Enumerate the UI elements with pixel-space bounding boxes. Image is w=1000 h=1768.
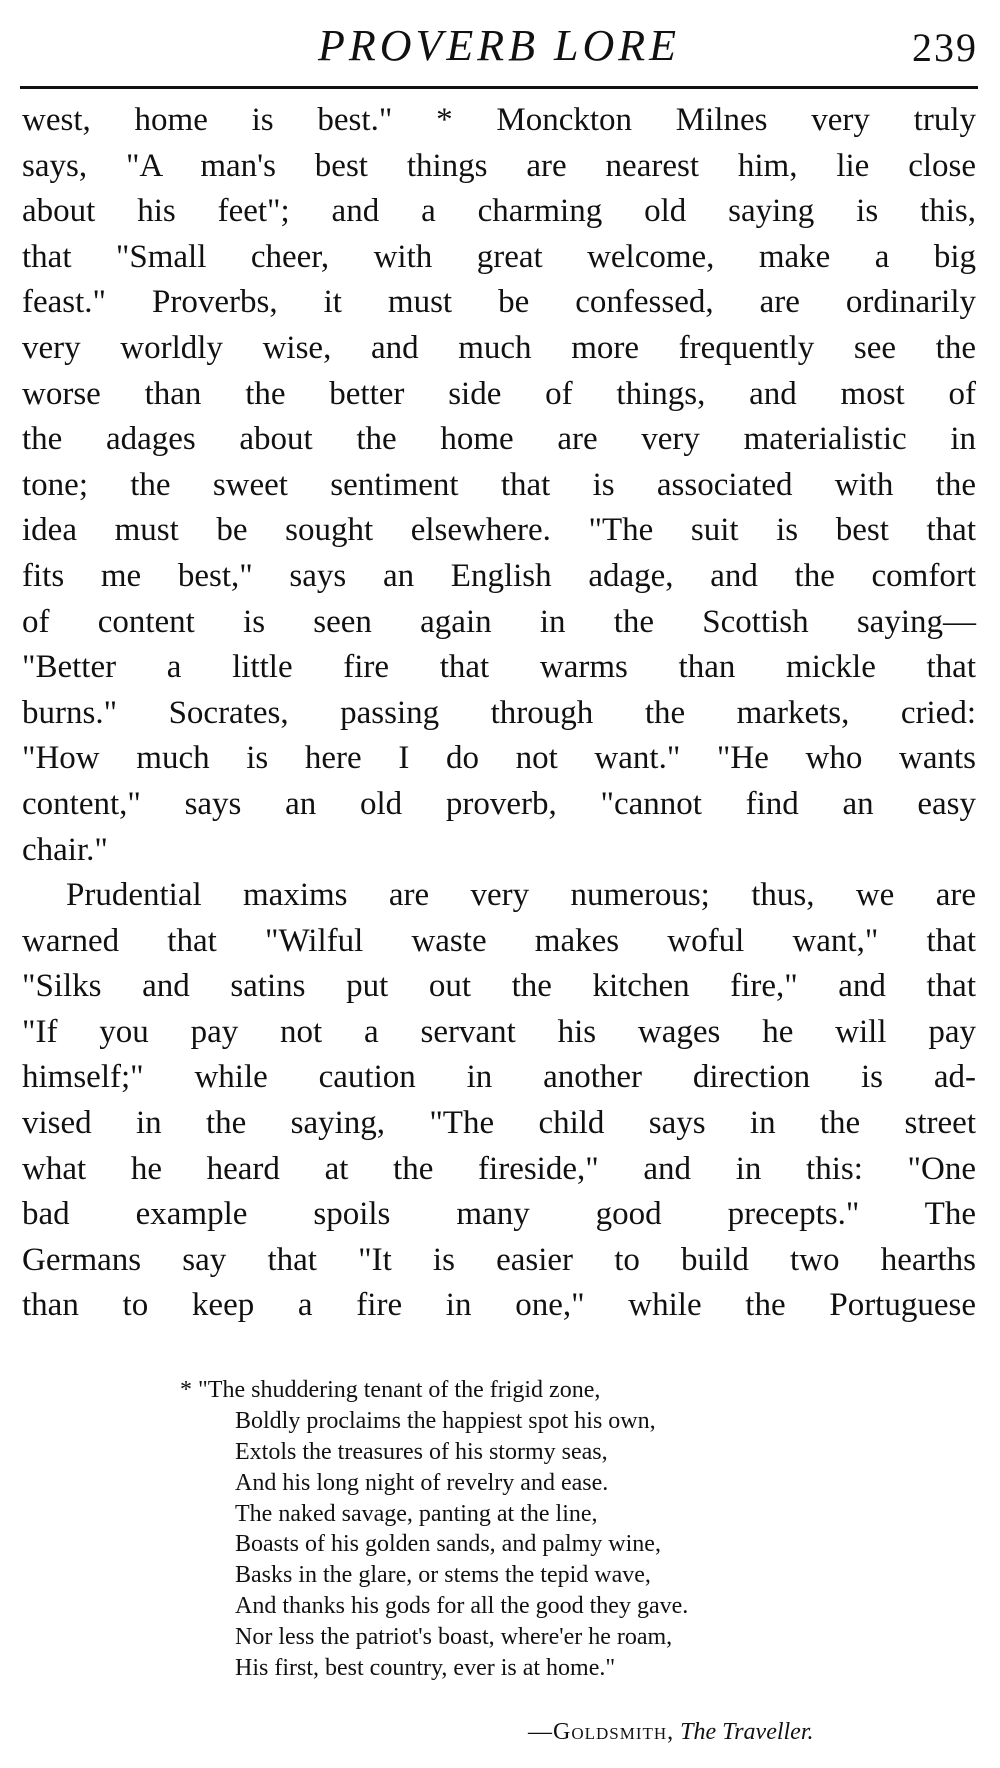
footnote-line: Basks in the glare, or stems the tepid wave,	[235, 1562, 651, 1589]
attribution-author: —Goldsmith,	[528, 1719, 675, 1745]
footnote-line: Boldly proclaims the happiest spot his own,	[235, 1407, 656, 1434]
text-line: content," says an old proverb, "cannot find an easy	[22, 785, 976, 822]
text-line: the adages about the home are very materialistic in	[22, 421, 976, 458]
running-header	[20, 14, 978, 90]
text-line: west, home is best." * Monckton Milnes very truly	[22, 102, 976, 138]
text-line: of content is seen again in the Scottish saying—	[22, 603, 976, 640]
text-line: tone; the sweet sentiment that is associated with the	[22, 466, 976, 503]
text-line: "How much is here I do not want." "He who wants	[22, 740, 976, 777]
text-line: "Better a little fire that warms than mickle that	[22, 649, 976, 686]
text-line: bad example spoils many good precepts." The	[22, 1196, 976, 1233]
text-line: chair."	[22, 831, 108, 868]
text-line: about his feet"; and a charming old saying is this,	[22, 193, 976, 230]
text-line: that "Small cheer, with great welcome, make a big	[22, 238, 976, 275]
text-line: "If you pay not a servant his wages he will pay	[22, 1013, 976, 1050]
text-line: feast." Proverbs, it must be confessed, are ordinarily	[22, 284, 976, 321]
text-line: himself;" while caution in another direction is ad-	[22, 1059, 976, 1096]
footnote-line: * "The shuddering tenant of the frigid zone,	[180, 1377, 601, 1403]
text-line: worse than the better side of things, and most of	[22, 375, 976, 412]
text-line: what he heard at the fireside," and in this: "One	[22, 1150, 976, 1187]
text-line: idea must be sought elsewhere. "The suit is best that	[22, 512, 976, 549]
text-line: fits me best," says an English adage, and the comfort	[22, 557, 976, 594]
text-line: warned that "Wilful waste makes woful want," that	[22, 922, 976, 959]
text-line: says, "A man's best things are nearest him, lie close	[22, 147, 976, 184]
page-number: 239	[912, 25, 978, 70]
body-text	[22, 98, 976, 1329]
footnote-line: Extols the treasures of his stormy seas,	[235, 1438, 608, 1465]
text-line: than to keep a fire in one," while the Portuguese	[22, 1287, 976, 1324]
footnote-attribution	[528, 1719, 814, 1746]
footnote-line: And thanks his gods for all the good they gave.	[235, 1593, 689, 1620]
footnote-line: His first, best country, ever is at home."	[235, 1655, 616, 1682]
text-line: "Silks and satins put out the kitchen fire," and that	[22, 968, 976, 1005]
running-title: PROVERB LORE	[317, 21, 681, 70]
text-line: very worldly wise, and much more frequently see the	[22, 329, 976, 366]
footnote-line: The naked savage, panting at the line,	[235, 1500, 598, 1527]
footnote	[180, 1375, 940, 1684]
text-line: Prudential maxims are very numerous; thus, we are	[66, 877, 976, 914]
text-line: Germans say that "It is easier to build two hearths	[22, 1241, 976, 1278]
text-line: burns." Socrates, passing through the markets, cried:	[22, 694, 976, 731]
text-line: vised in the saying, "The child says in the street	[22, 1105, 976, 1142]
footnote-line: Boasts of his golden sands, and palmy wine,	[235, 1531, 661, 1558]
header-rule	[20, 86, 978, 89]
attribution-work: The Traveller.	[680, 1719, 814, 1745]
footnote-line: Nor less the patriot's boast, where'er he roam,	[235, 1624, 673, 1651]
footnote-line: And his long night of revelry and ease.	[235, 1469, 609, 1496]
